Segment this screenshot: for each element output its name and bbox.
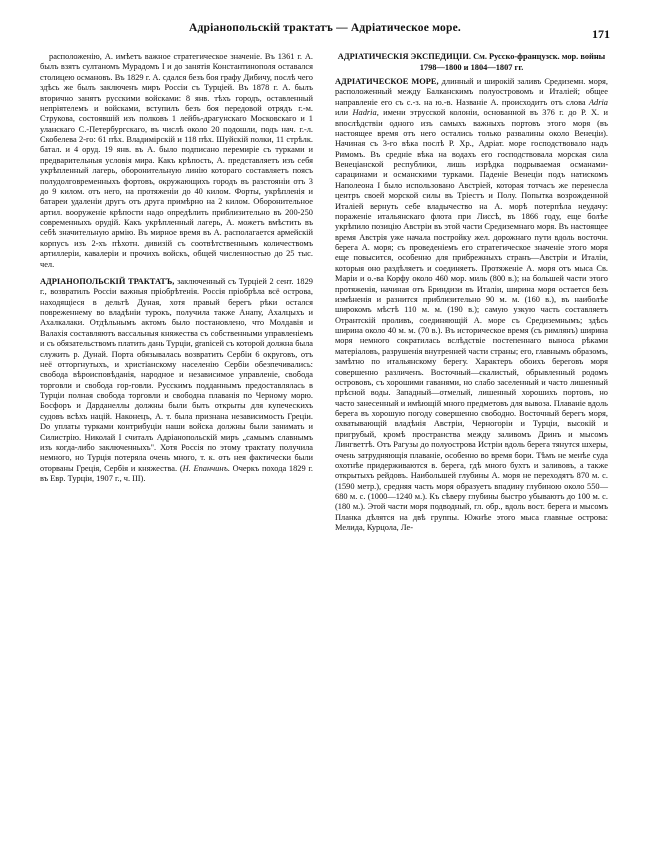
- right-column: [335, 52, 608, 842]
- entry-citation-author: Н. Епанчинъ.: [182, 463, 230, 473]
- entry-sea-body-2: имени этрусской колоніи, основанной въ 376 г. до Р. Х. и впослѣдствіи одного изъ самыхъ важныхъ портовъ этого моря (въ настоящее время отъ него остались только развалины около Венеціи). Начиная съ 3-го вѣка послѣ Р. Хр., Адріат. море господствовало надъ Римомъ. Въ средніе вѣка на водахъ его господствовала морская сила Венеціанской республики, лишь изрѣдка подрываемая османами-сарацинами и османскими турками. Паденіе Венеціи подъ натискомъ Наполеона I было использовано Австріей, которая тотчасъ же перенесла центръ своей морской силы въ Тріестъ и Полу. Попытка возрожденной Италіей вернуть себе владычество на А. морѣ потерпѣла неудачу: пораженіе итальянскаго флота при Лиссѣ, въ 1866 году, еще болѣе укрѣпило позицію Австріи въ этой части Средиземнаго моря. Въ настоящее время Австрія уже начала постройку жел. дорожнаго пути вдоль восточн. берега А. моря; съ проведеніемъ его стратегическое значеніе этого моря еще повысится, особенно для прибрежныхъ странъ—Австріи и Италіи, которыя оно раздѣляетъ и соединяетъ. Протяженіе А. моря отъ мыса Св. Маріи и о.-ва Корфу около 460 мор. миль (800 в.); на большей части этого протяженія, начиная отъ Бриндизи въ Италіи, ширина моря остается безъ измѣненія и разнится приблизительно 90 м. м. (160 в.), въ наиболѣе широкомъ мѣстѣ 110 м. м. (190 в.); самую узкую часть составляетъ Отрантскій проливъ, соединяющій А. море съ Средиземнымъ; здѣсь ширина около 40 м. м. (70 в.). Въ историческое время (съ римлянъ) ширина моря немного сократилась вслѣдствіе постепеннаго выноса рѣками матеріаловъ, разрушенія внутренней части страны; его, главнымъ образомъ, замѣтно по итальянскому берегу. Характеръ обоихъ береговъ моря совершенно различенъ. Восточный—скалистый, обрывленный родомъ острововъ, съ хорошими гаванями, но слабо заселенный и часто лишенный прѣсной воды. Западный—отмелый, лишенный хорошихъ портовъ, но часто занесенный и имѣющій много предметовъ для вывоза. Плаваніе вдоль берега въ хорошую погоду совершенно свободно. Восточный берегъ моря, охватывающій владѣнія Австріи, Черногоріи и Турціи, высокій и пригрубый, кромѣ пространства между заливомъ Дринъ и мысомъ Лингветтѣ. Отъ Рагузы до полуострова Истріи вдоль берега тянутся шхеры, очень затрудняющія плаваніе, особенно во время бори. Тѣмъ не менѣе суда охотнѣе придерживаются в. берега, гдѣ много бухтъ и заливовъ, а также открытыхъ рейдовъ. Наибольшей глубины А. моря не переходятъ 870 м. с. (1590 метр.), средняя часть моря образуетъ впадину глубиною около 550—680 м. с. (1000—1240 м.). Къ сѣверу глубины быстро убываютъ до 100 м. с. (180 м.). Этой части моря подводный, гл. обр., вдоль вост. берега и мысомъ Планка дѣлятся на двѣ группы. Южнѣе этого мыса главные острова: Мелида, Курцола, Ле-: [335, 108, 608, 533]
- entry-expeditions-wrapper: [335, 52, 608, 73]
- entry-adriatic-sea: [335, 77, 608, 534]
- etymology-term-adria: Adria: [588, 97, 608, 107]
- page-header: [40, 22, 610, 42]
- text-columns: [40, 52, 610, 842]
- entry-adrianopol-treaty: [40, 277, 313, 485]
- entry-sea-mid-1: или: [335, 108, 353, 118]
- entry-body-wrapper: [40, 277, 313, 485]
- entry-see-reference: См. Русско-французск. мор. войны 1798—1800 и 1804—1807 гг.: [419, 52, 606, 72]
- entry-headword-sea: АДРІАТИЧЕСКОЕ МОРЕ,: [335, 77, 439, 86]
- entry-headword-expeditions: АДРІАТИЧЕСКІЯ ЭКСПЕДИЦІИ.: [337, 52, 471, 61]
- entry-body-text: заключенный съ Турціей 2 сент. 1829 г., возвратилъ Россіи важныя пріобрѣтенія. Россія пріобрѣла всё острова, находящіеся в дельтѣ Дуная, хотя правый берегъ рѣки остался повреженнему во владѣніи турокъ, получила также Анапу, Ахалцыхъ и Ахалкалаки. Отдѣльнымъ актомъ было постановлено, что Молдавія и Валахія составляютъ вассальныя княжества съ собственными управленіемъ и съ обязательствомъ платить дань Турціи, granicей съ которой должна была служить р. Дунай. Порта обязывалась возвратить Сербіи 6 округовъ, отъ неё отторгнутыхъ, и христіанскому населенію Сербіи обезпечивались: свобода вѣроисповѣданія, народное и независимое управленіе, свобода торговли и свобода гор-говли. Русскимъ подданнымъ предоставлялась в Турціи полная свобода торговли и свободна плаванія по Черному морю. Босфоръ и Дарданеллы должны были быть открыты для купеческихъ судовъ всѣхъ націй. Наконецъ, А. т. была признана независимость Греціи. Do уплаты турками контрибуціи наши войска должны были занимать и Силистрію. Николай I считалъ Адріанопольскій миръ „самымъ славнымъ изъ когда-либо заключенныхъ". Хотя Россія по этому трактату получила немного, но Турція потеряла очень много, т. к. отъ нея фактически были оторваны Греція, Сербія и княжества. (: [40, 276, 313, 473]
- running-title: Адріанопольскій трактатъ — Адріатическое море.: [189, 22, 461, 34]
- entry-headword: АДРІАНОПОЛЬСКІЙ ТРАКТАТЪ,: [40, 276, 175, 286]
- entry-sea-body-1: длинный и широкій заливъ Средиземн. моря, расположенный между Балканскимъ полуостровомъ и Италіей; общее направленіе его съ с.-з. на ю.-в. Названіе А. происходитъ отъ слова: [335, 77, 608, 107]
- etymology-term-hadria: Hadria,: [352, 108, 379, 118]
- entry-adriatic-expeditions: [335, 52, 608, 73]
- page-number: 171: [592, 27, 610, 41]
- entry-sea-wrapper: [335, 77, 608, 534]
- paragraph-continuation: расположенію, А. имѣетъ важное стратегическое значеніе. Въ 1361 г. А. былъ взятъ султаномъ Мурадомъ I и до занятія Константинополя оставался столицею османовъ. Въ 1829 г. А. сдался безъ боя графу Дибичу, послѣ чего здѣсь же былъ заключенъ миръ Россіи съ Турціей. Въ 1878 г. А. былъ вторично занятъ русскими войсками: 8 янв. тѣхъ городъ, оставленный непріятелемъ и войсками, вступилъ безъ боя передовой отрядъ г.-м. Струкова, состоявшій изъ полковъ 1 лейбъ-драгунскаго Московскаго и 1 уланскаго С.-Петербургскаго, въ числѣ около 20 подошли, подъ нач. г.-л. Скобелева 2-го: 61 пѣх. Владимірскій и 118 пѣх. Шуйскій полки, 11 стрѣлк. батал. и 4 оруд. 19 янв. въ А. было подписано перемиріе съ турками и предварительныя условія мира. Какъ крѣпость, А. представляетъ изъ себя укрѣпленный лагерь, оборонительную линію котораго составляетъ поясъ полудолговременныхъ фортовъ, окружающихъ городъ въ разстояніи отъ 3 до 9 килом. отъ него, на протяженіи до 40 килом. Форты, укрѣпленія и батареи удаленіи другъ отъ друга примѣрно на 2 килом. Оборонительное артил. вооруженіе крѣпости надо опредѣлить приблизительно въ 200-250 современныхъ орудій. Какъ укрѣпленный лагерь, А. можетъ вмѣстить въ себѣ значительную армію. Въ мирное время въ А. располагается армейскій корпусъ изъ 2-хъ пѣхотн. дивизій съ соотвѣтственнымъ количествомъ артиллеріи, кавалеріи и прочихъ войскъ, общей численностью до 25 тыс. чел.: [40, 52, 313, 269]
- left-column: [40, 52, 313, 842]
- entry-citation-rest: Очеркъ похода 1829 г. въ Евр. Турціи, 1907 г., ч. III).: [40, 463, 313, 483]
